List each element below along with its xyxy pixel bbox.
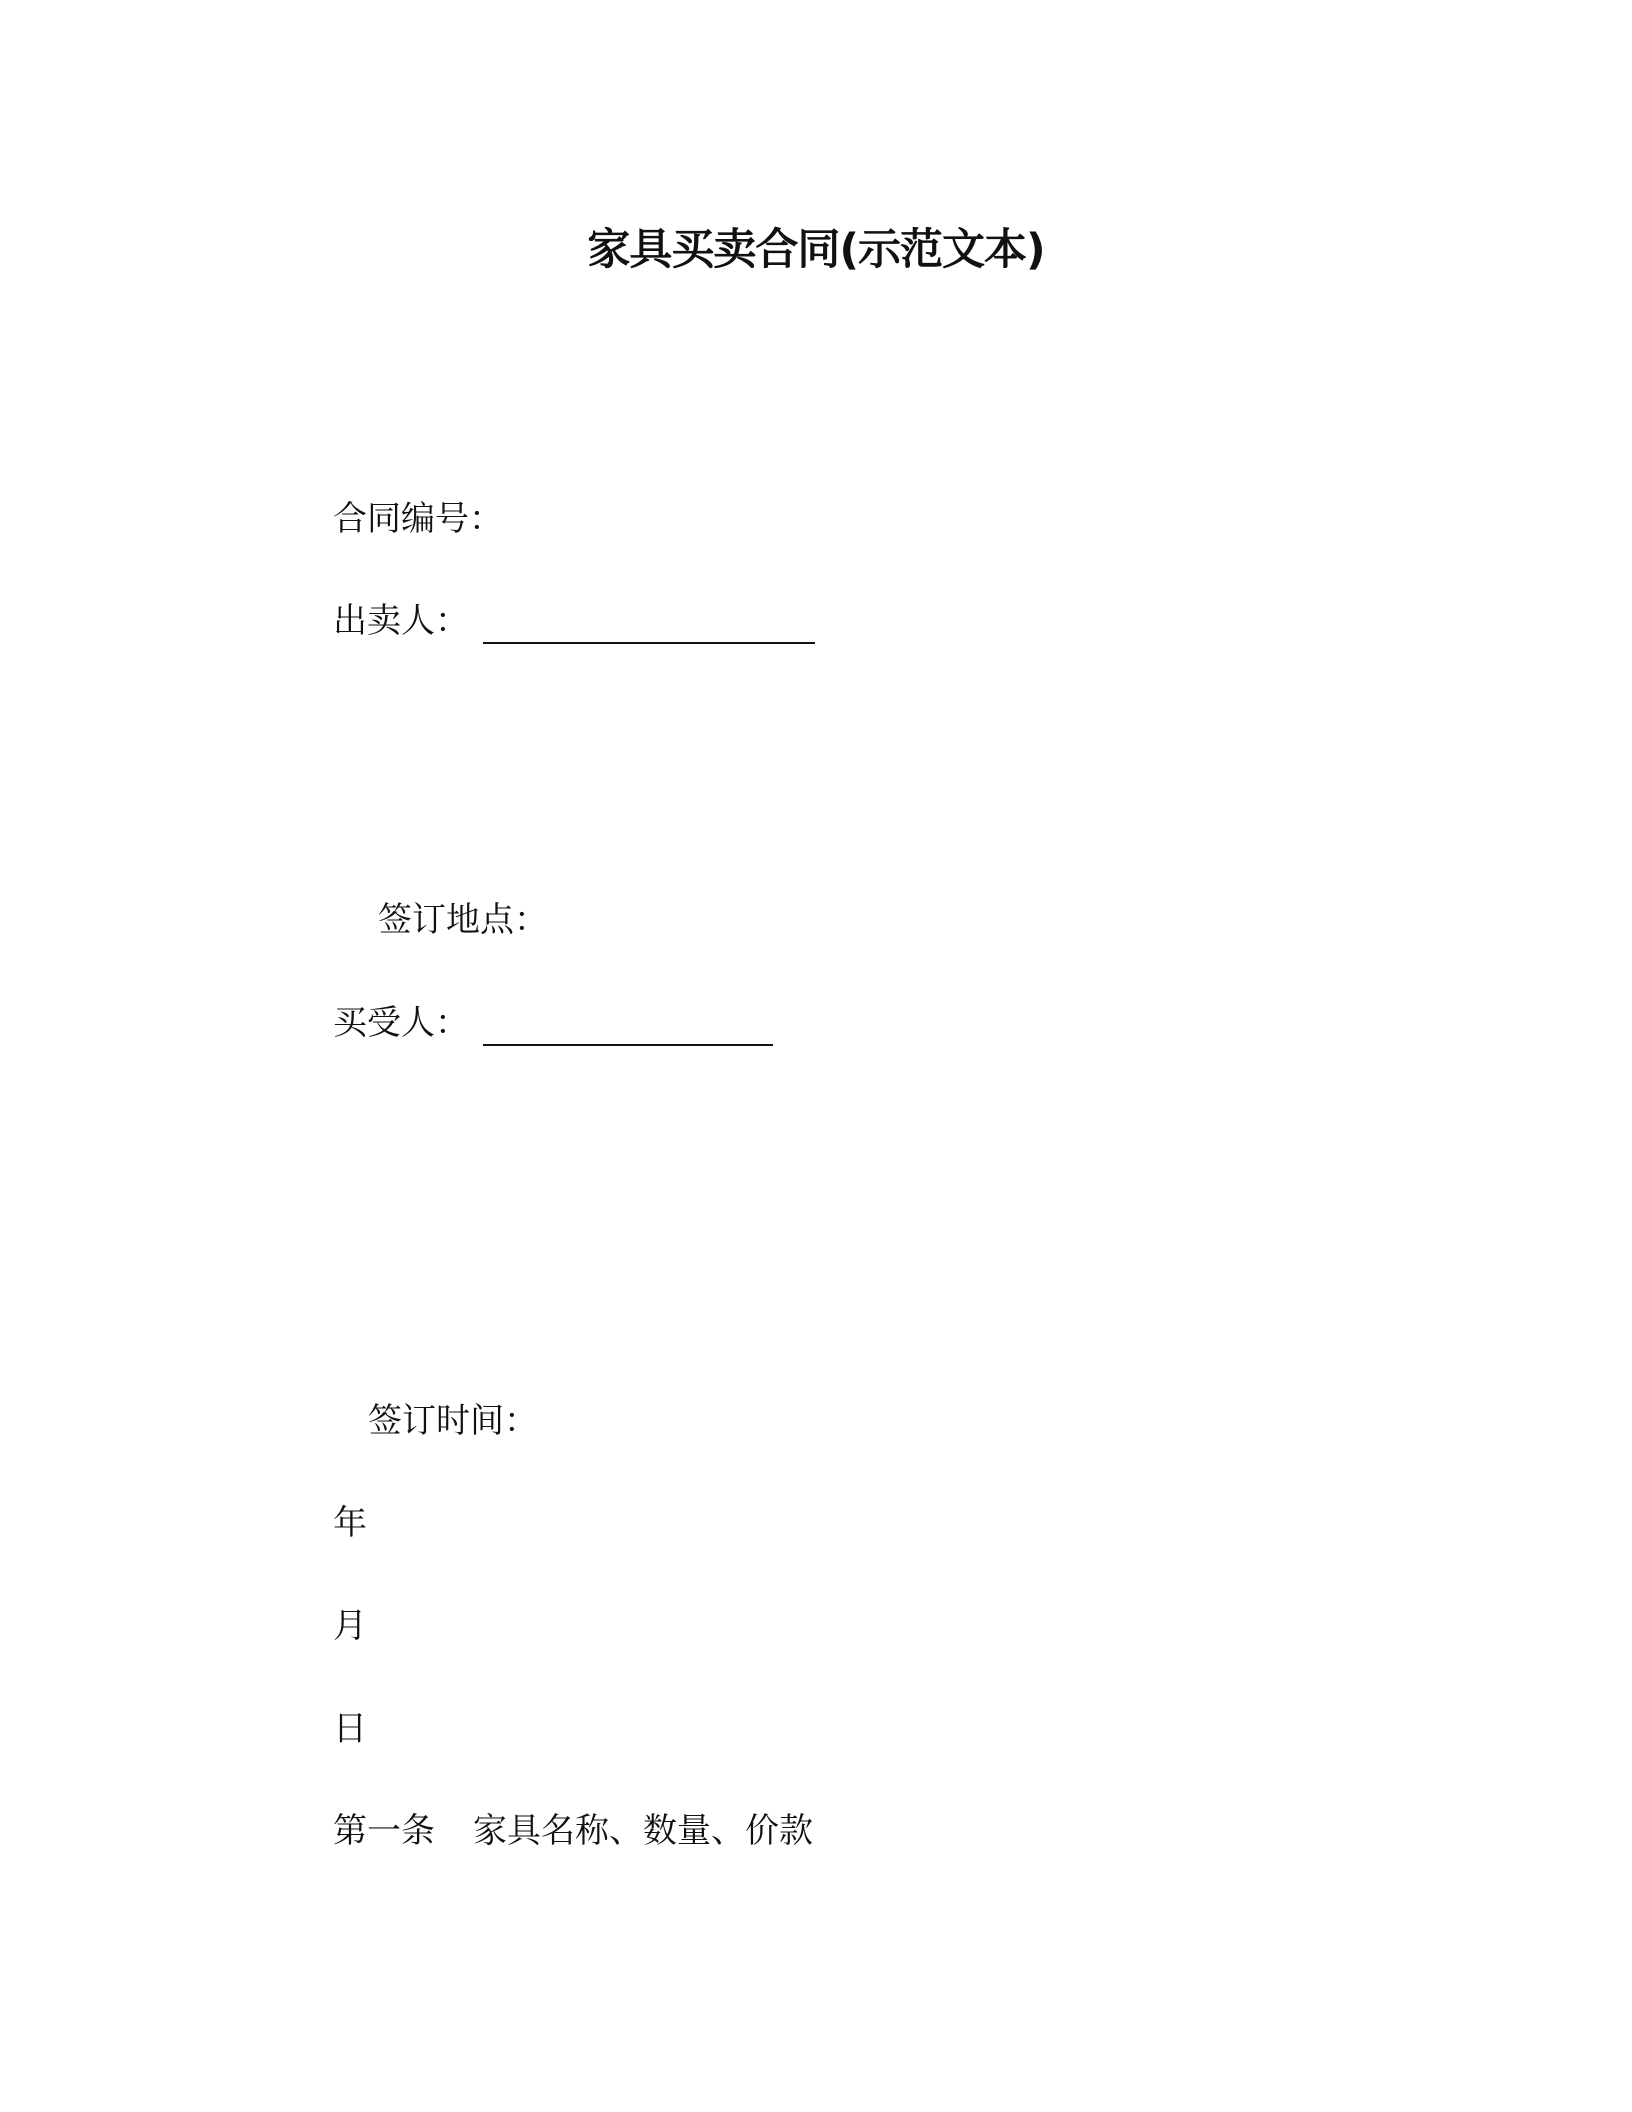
article-1-number: 第一条	[333, 1811, 435, 1851]
document-title: 家具买卖合同(示范文本)	[587, 225, 1045, 275]
sign-time-label: 签订时间：	[368, 1401, 538, 1441]
day-label: 日	[333, 1709, 367, 1749]
buyer-line	[333, 1000, 773, 1046]
sign-time-line	[368, 1398, 538, 1444]
day-line	[333, 1706, 367, 1752]
sign-place-line	[378, 897, 548, 943]
article-1-title: 家具名称、数量、价款	[473, 1811, 813, 1851]
buyer-label: 买受人：	[333, 1003, 469, 1043]
seller-line	[333, 598, 815, 644]
seller-blank[interactable]	[483, 608, 815, 644]
year-line	[333, 1500, 367, 1546]
buyer-blank[interactable]	[483, 1010, 773, 1046]
month-line	[333, 1603, 367, 1649]
article-1-heading	[333, 1808, 813, 1854]
sign-place-label: 签订地点：	[378, 900, 548, 940]
contract-number-line	[333, 496, 503, 542]
contract-number-label: 合同编号：	[333, 499, 503, 539]
month-label: 月	[333, 1606, 367, 1646]
seller-label: 出卖人：	[333, 601, 469, 641]
year-label: 年	[333, 1503, 367, 1543]
